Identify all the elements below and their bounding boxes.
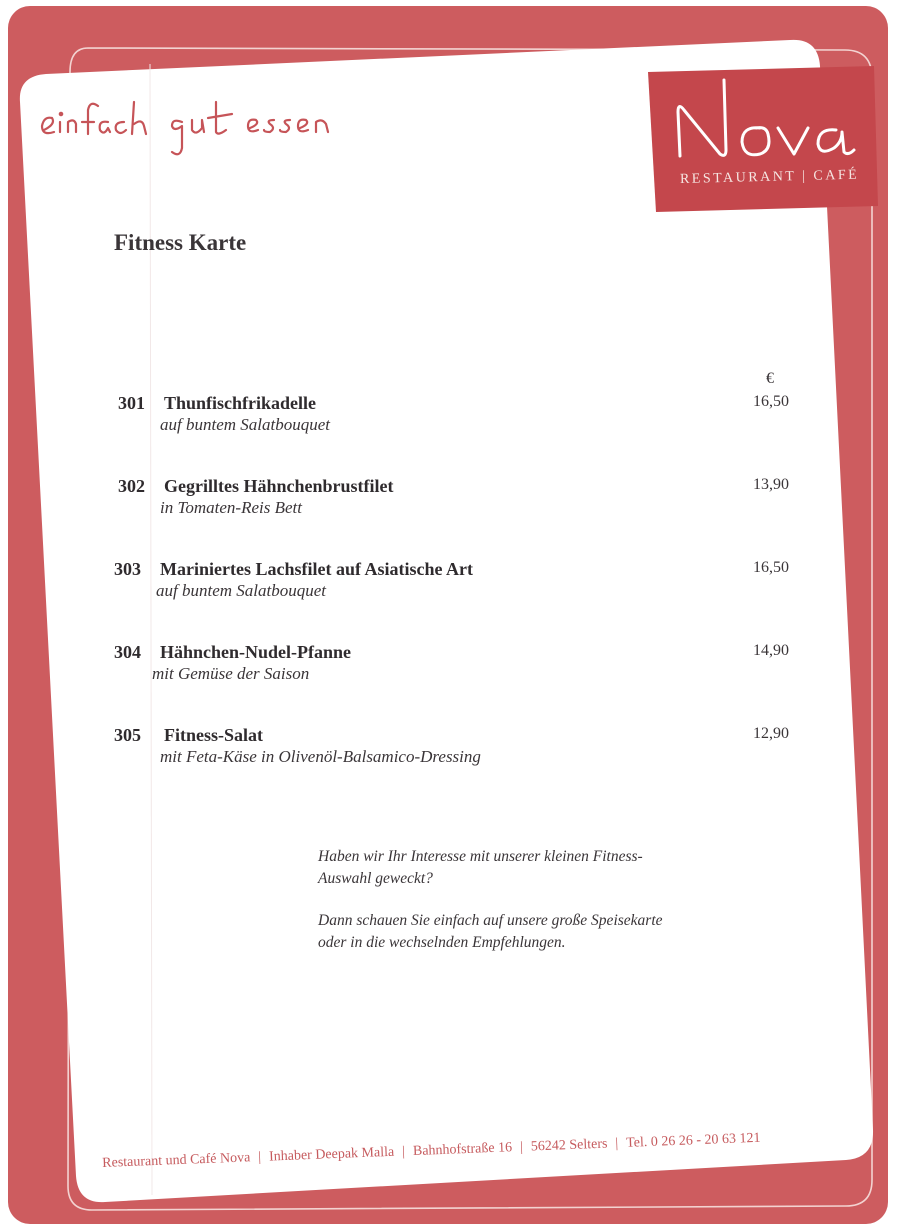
item-number: 302 <box>118 476 145 496</box>
menu-item-304 <box>0 642 900 702</box>
menu-item-305 <box>0 725 900 785</box>
info-paragraph-1 <box>318 846 738 890</box>
info-text <box>318 846 738 974</box>
footer-street: Bahnhofstraße 16 <box>412 1140 513 1160</box>
footer-separator: | <box>615 1136 619 1152</box>
footer-city: 56242 Selters <box>530 1136 608 1155</box>
info-paragraph-2 <box>318 910 738 954</box>
footer-separator: | <box>258 1149 262 1165</box>
item-price: 14,90 <box>753 642 789 659</box>
item-description: mit Gemüse der Saison <box>152 664 310 683</box>
logo-subtitle: RESTAURANT | CAFÉ <box>679 167 860 187</box>
item-description: auf buntem Salatbouquet <box>156 581 326 600</box>
page-title: Fitness Karte <box>114 230 247 255</box>
footer-separator: | <box>401 1144 406 1160</box>
info-line: oder in die wechselnden Empfehlungen. <box>318 934 566 951</box>
item-price: 16,50 <box>753 559 789 576</box>
footer-business: Restaurant und Café Nova <box>102 1150 251 1171</box>
item-price: 13,90 <box>753 476 789 493</box>
currency-symbol: € <box>766 370 774 387</box>
item-name: Fitness-Salat <box>164 725 263 745</box>
menu-item-301 <box>0 393 900 453</box>
footer-separator: | <box>519 1139 524 1155</box>
info-line: Dann schauen Sie einfach auf unsere große Speisekarte <box>318 912 663 929</box>
menu-item-302 <box>0 476 900 536</box>
item-price: 12,90 <box>753 725 789 742</box>
item-description: auf buntem Salatbouquet <box>160 415 330 434</box>
footer-phone: Tel. 0 26 26 - 20 63 121 <box>625 1130 761 1151</box>
item-name: Thunfischfrikadelle <box>164 393 317 413</box>
item-name: Mariniertes Lachsfilet auf Asiatische Art <box>160 559 473 579</box>
menu-item-303 <box>0 559 900 619</box>
item-number: 301 <box>118 393 145 413</box>
item-description: in Tomaten-Reis Bett <box>160 498 302 517</box>
nova-logo-box <box>648 66 878 212</box>
item-number: 305 <box>114 725 141 745</box>
item-number: 304 <box>114 642 141 662</box>
item-name: Gegrilltes Hähnchenbrustfilet <box>164 476 394 496</box>
tagline-handwriting-logo <box>36 92 356 162</box>
info-line: Haben wir Ihr Interesse mit unserer kleinen Fitness- <box>318 848 643 865</box>
item-number: 303 <box>114 559 141 579</box>
footer-owner: Inhaber Deepak Malla <box>268 1144 395 1165</box>
info-line: Auswahl geweckt? <box>318 870 433 887</box>
item-name: Hähnchen-Nudel-Pfanne <box>160 642 352 662</box>
item-description: mit Feta-Käse in Olivenöl-Balsamico-Dressing <box>160 747 481 766</box>
item-price: 16,50 <box>753 393 789 410</box>
